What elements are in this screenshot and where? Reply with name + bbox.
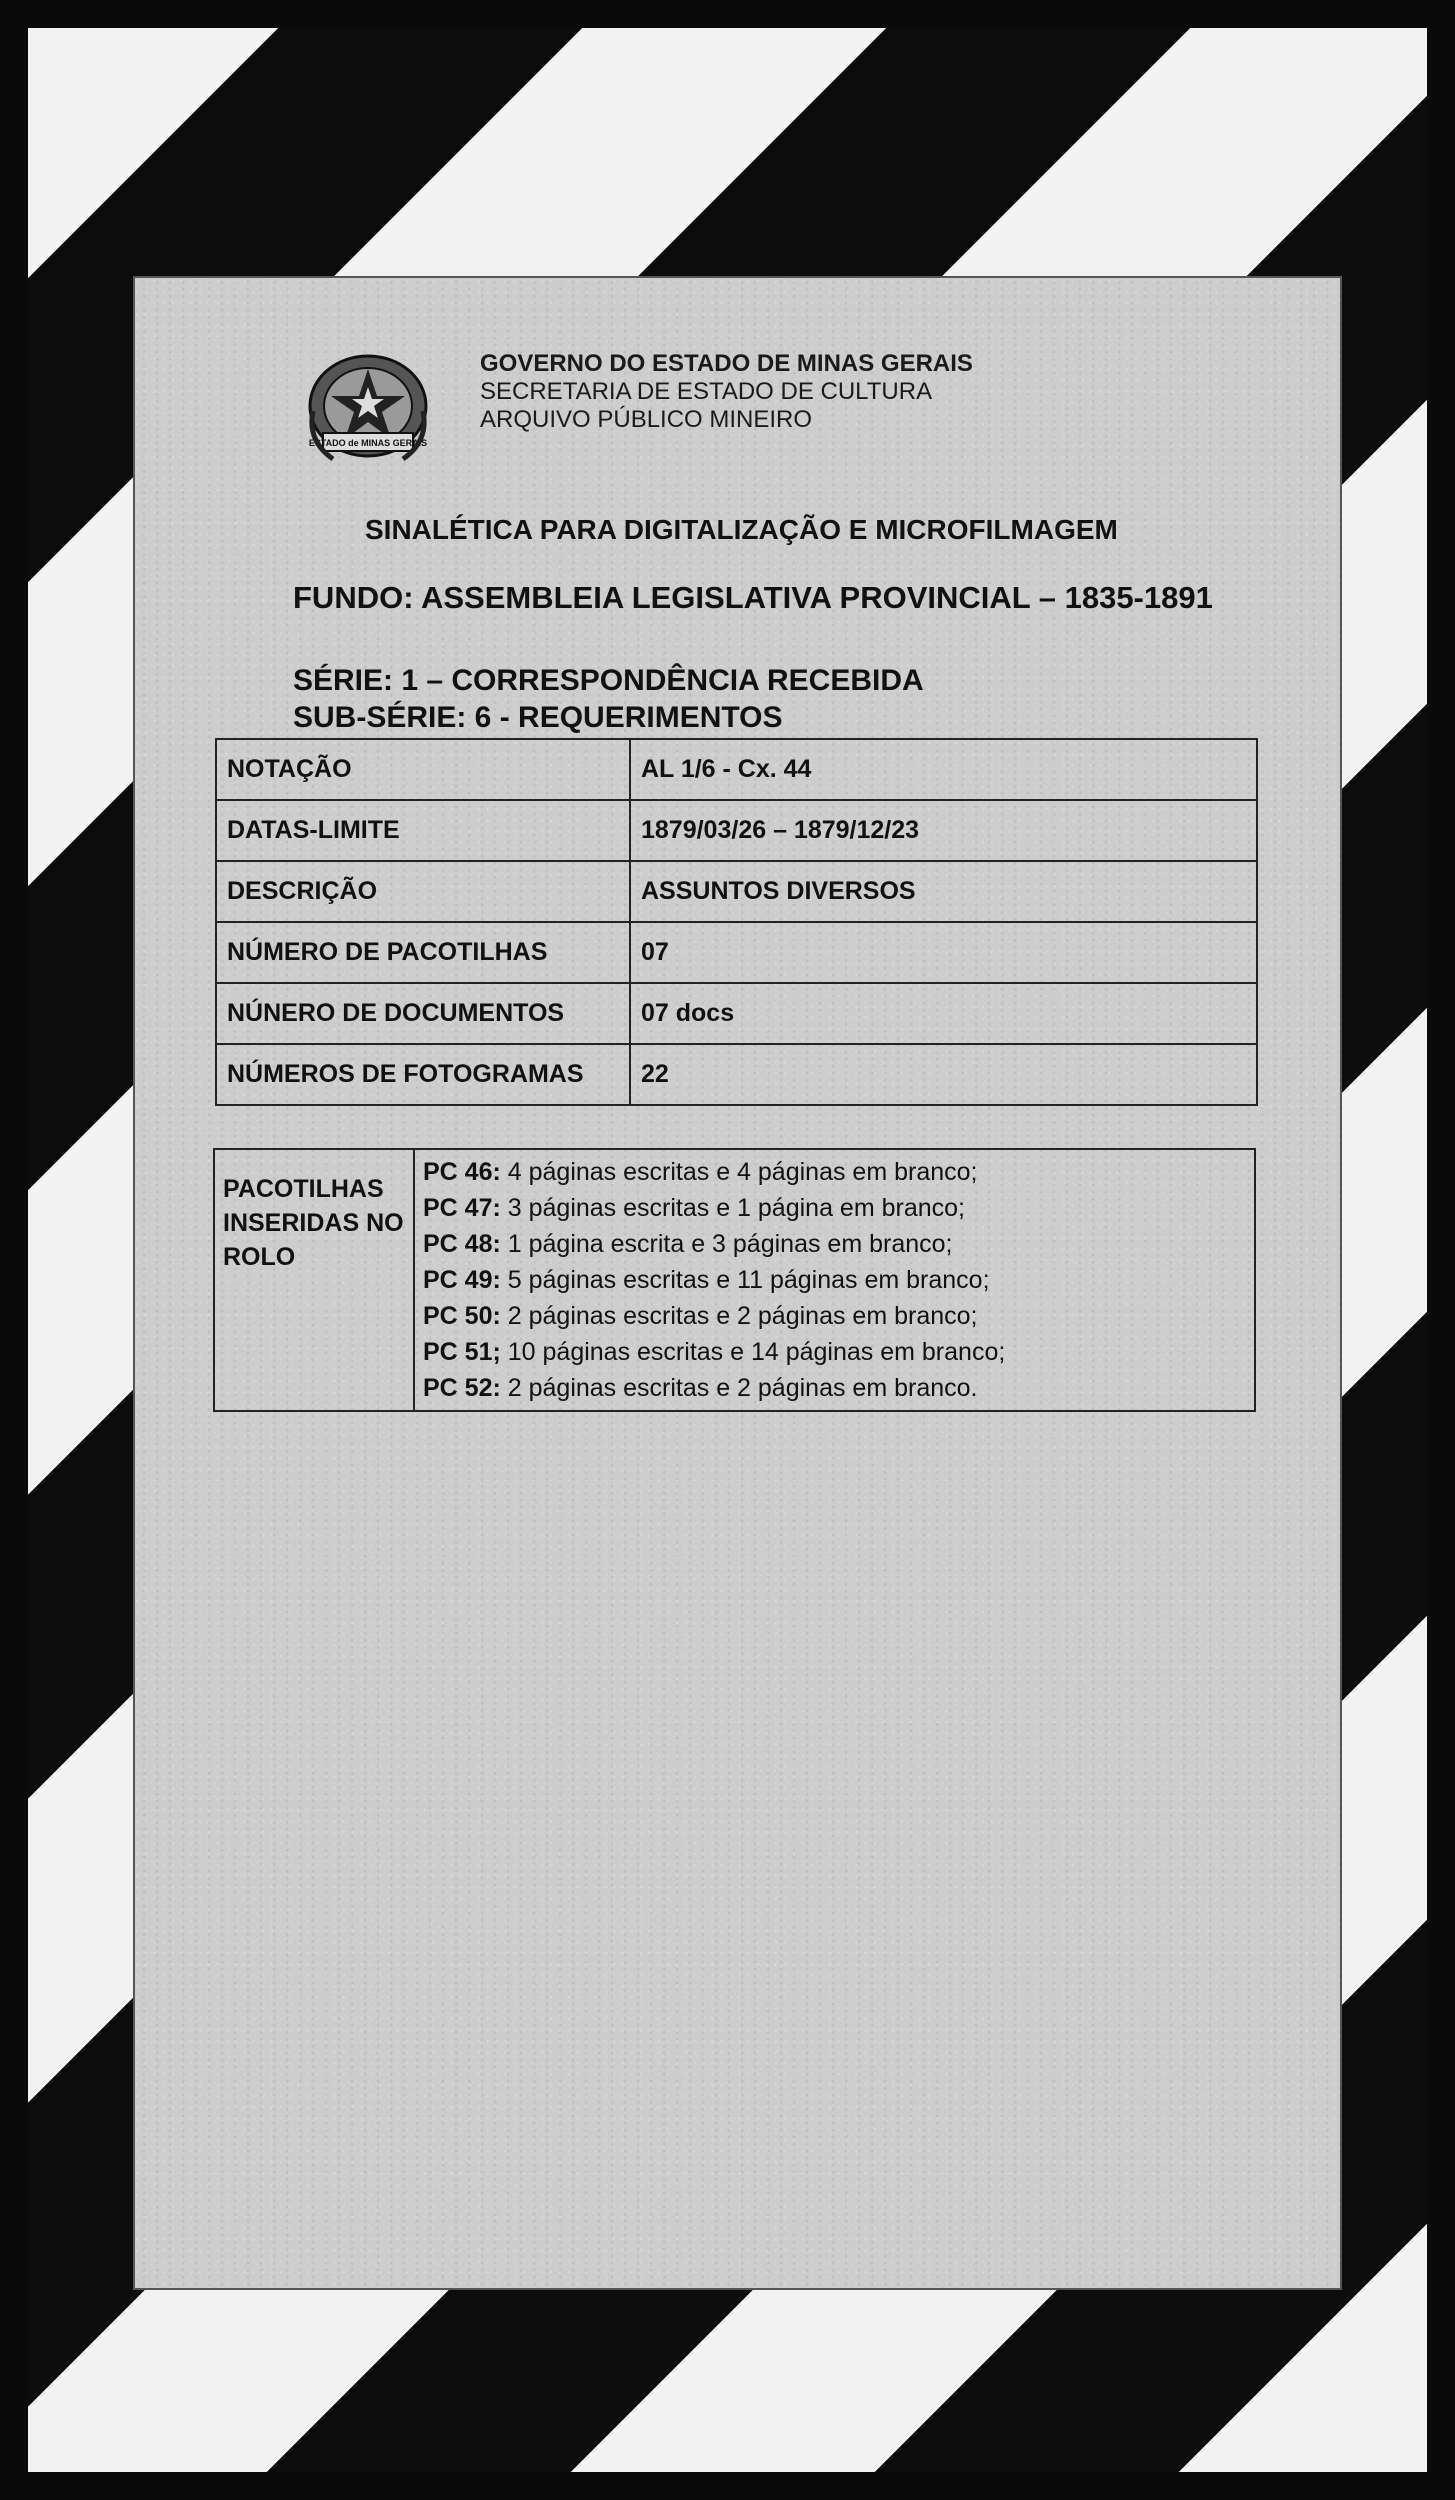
descricao-value: ASSUNTOS DIVERSOS bbox=[630, 861, 1257, 922]
subserie-heading: SUB-SÉRIE: 6 - REQUERIMENTOS bbox=[293, 701, 783, 734]
fundo-heading: FUNDO: ASSEMBLEIA LEGISLATIVA PROVINCIAL – 1835-1891 bbox=[293, 580, 1213, 615]
documentos-count-label: NÚNERO DE DOCUMENTOS bbox=[216, 983, 630, 1044]
list-item bbox=[423, 1370, 1246, 1406]
table-row bbox=[214, 1149, 1255, 1411]
header-secretariat: SECRETARIA DE ESTADO DE CULTURA bbox=[480, 378, 933, 405]
fotogramas-count-value: 22 bbox=[630, 1044, 1257, 1105]
list-item bbox=[423, 1262, 1246, 1298]
list-item bbox=[423, 1334, 1246, 1370]
table-row bbox=[216, 800, 1257, 861]
pc-code: PC 47: bbox=[423, 1194, 501, 1222]
pacotilhas-label-line: ROLO bbox=[223, 1243, 296, 1271]
pacotilhas-label-line: PACOTILHAS bbox=[223, 1175, 384, 1203]
notacao-value: AL 1/6 - Cx. 44 bbox=[630, 739, 1257, 800]
table-row bbox=[216, 922, 1257, 983]
pc-code: PC 46: bbox=[423, 1158, 501, 1186]
seal-ribbon-text: ESTADO de MINAS GERAIS bbox=[308, 438, 428, 448]
metadata-table bbox=[215, 738, 1258, 1106]
pc-text: 3 páginas escritas e 1 página em branco; bbox=[500, 1194, 965, 1222]
pacotilhas-table bbox=[213, 1148, 1256, 1412]
datas-limite-label: DATAS-LIMITE bbox=[216, 800, 630, 861]
documentos-count-value: 07 docs bbox=[630, 983, 1257, 1044]
pacotilhas-label bbox=[214, 1149, 414, 1411]
list-item bbox=[423, 1298, 1246, 1334]
fotogramas-count-label: NÚMEROS DE FOTOGRAMAS bbox=[216, 1044, 630, 1105]
pc-text: 2 páginas escritas e 2 páginas em branco. bbox=[500, 1374, 978, 1402]
pc-code: PC 48: bbox=[423, 1230, 501, 1258]
pacotilhas-count-label: NÚMERO DE PACOTILHAS bbox=[216, 922, 630, 983]
pc-text: 4 páginas escritas e 4 páginas em branco; bbox=[500, 1158, 978, 1186]
pc-text: 1 página escrita e 3 páginas em branco; bbox=[500, 1230, 953, 1258]
table-row bbox=[216, 983, 1257, 1044]
notacao-label: NOTAÇÃO bbox=[216, 739, 630, 800]
header-archive: ARQUIVO PÚBLICO MINEIRO bbox=[480, 406, 813, 433]
serie-heading: SÉRIE: 1 – CORRESPONDÊNCIA RECEBIDA bbox=[293, 664, 924, 697]
pc-code: PC 49: bbox=[423, 1266, 501, 1294]
table-row bbox=[216, 1044, 1257, 1105]
pacotilhas-label-line: INSERIDAS NO bbox=[223, 1209, 404, 1237]
list-item bbox=[423, 1226, 1246, 1262]
pc-text: 5 páginas escritas e 11 páginas em branco; bbox=[500, 1266, 990, 1294]
document-sheet bbox=[135, 278, 1340, 2288]
pacotilhas-list bbox=[414, 1149, 1255, 1411]
pc-code: PC 51; bbox=[423, 1338, 501, 1366]
datas-limite-value: 1879/03/26 – 1879/12/23 bbox=[630, 800, 1257, 861]
table-row bbox=[216, 861, 1257, 922]
header-government: GOVERNO DO ESTADO DE MINAS GERAIS bbox=[480, 350, 973, 377]
document-title: SINALÉTICA PARA DIGITALIZAÇÃO E MICROFILMAGEM bbox=[365, 514, 1118, 545]
table-row bbox=[216, 739, 1257, 800]
pc-text: 10 páginas escritas e 14 páginas em branco; bbox=[500, 1338, 1006, 1366]
pc-code: PC 52: bbox=[423, 1374, 501, 1402]
descricao-label: DESCRIÇÃO bbox=[216, 861, 630, 922]
pc-text: 2 páginas escritas e 2 páginas em branco; bbox=[500, 1302, 978, 1330]
state-seal-icon bbox=[303, 351, 433, 469]
pacotilhas-count-value: 07 bbox=[630, 922, 1257, 983]
list-item bbox=[423, 1154, 1246, 1190]
list-item bbox=[423, 1190, 1246, 1226]
pc-code: PC 50: bbox=[423, 1302, 501, 1330]
